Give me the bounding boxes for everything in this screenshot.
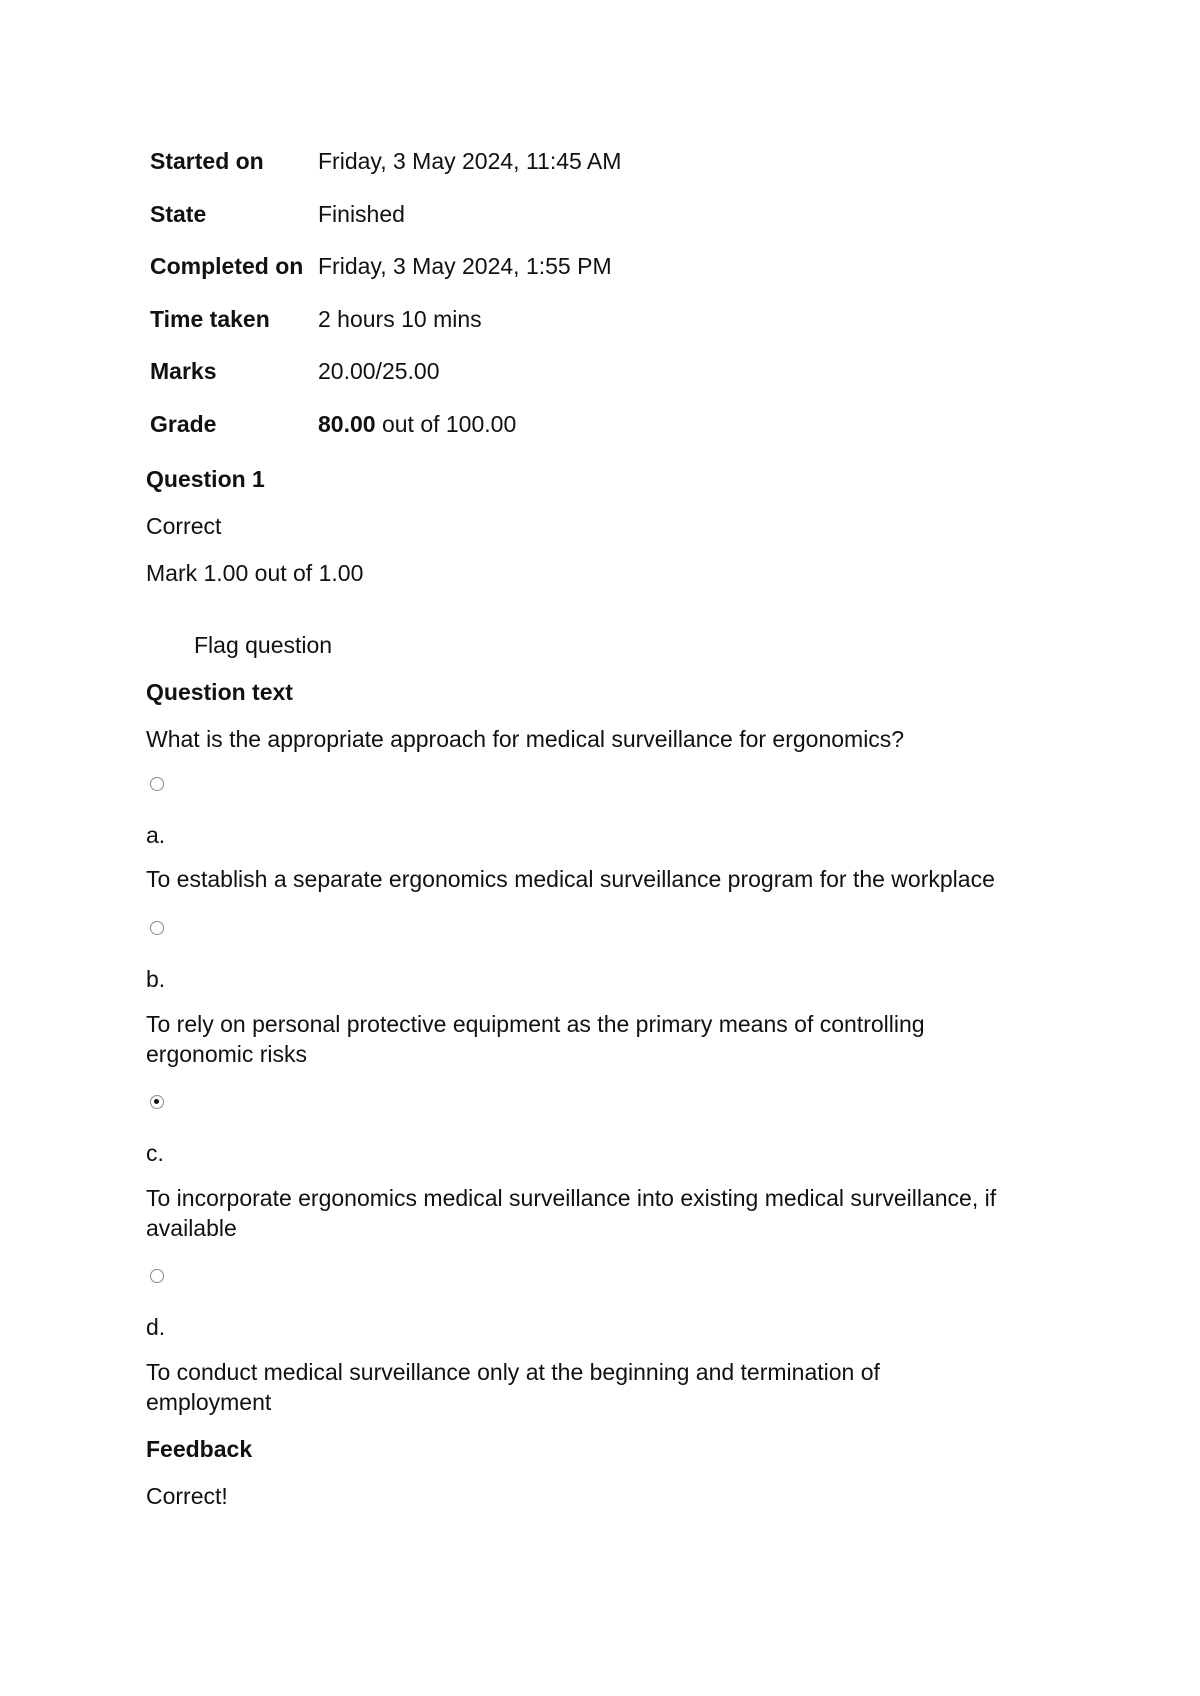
grade-value [318,411,516,438]
summary-row-completed-on [150,253,1050,306]
option-c-text[interactable]: To incorporate ergonomics medical surveillance into existing medical surveillance, if available [146,1185,997,1241]
grade-label: Grade [150,410,217,437]
summary-row-started-on [150,148,1050,201]
question-text-heading: Question text [146,679,293,705]
state-label: State [150,200,207,227]
completed-on-label: Completed on [150,253,304,279]
attempt-summary-table [150,148,1050,463]
question-status: Correct [146,513,222,539]
feedback-text: Correct! [146,1483,228,1509]
flag-question-link[interactable]: Flag question [194,632,333,658]
completed-on-value: Friday, 3 May 2024, 1:55 PM [318,253,612,279]
time-taken-label: Time taken [150,305,270,332]
option-a-text[interactable]: To establish a separate ergonomics medical surveillance program for the workplace [146,866,995,892]
state-value: Finished [318,200,405,227]
option-b-letter: b. [146,966,166,992]
marks-label: Marks [150,358,217,384]
option-c-letter: c. [146,1140,164,1166]
option-b-radio[interactable] [150,921,164,935]
time-taken-value: 2 hours 10 mins [318,305,482,332]
summary-row-marks [150,358,1050,411]
option-d-radio[interactable] [150,1269,164,1283]
option-d-letter: d. [146,1314,166,1340]
option-d-text[interactable]: To conduct medical surveillance only at the beginning and termination of employment [146,1359,880,1415]
summary-row-time-taken [150,306,1050,359]
started-on-label: Started on [150,148,264,174]
summary-row-state [150,201,1050,254]
question-text: What is the appropriate approach for medical surveillance for ergonomics? [146,726,905,752]
option-c-radio[interactable] [150,1095,164,1109]
feedback-heading: Feedback [146,1436,253,1462]
option-b-text[interactable]: To rely on personal protective equipment as the primary means of controlling ergonomic risks [146,1011,925,1067]
option-a-radio[interactable] [150,777,164,791]
summary-row-grade [150,411,1050,464]
marks-value: 20.00/25.00 [318,358,440,384]
question-mark: Mark 1.00 out of 1.00 [146,560,364,586]
option-a-letter: a. [146,822,166,848]
question-number-heading: Question 1 [146,466,265,492]
grade-score: 80.00 [318,410,376,437]
started-on-value: Friday, 3 May 2024, 11:45 AM [318,148,622,174]
grade-out-of: out of 100.00 [381,410,517,437]
